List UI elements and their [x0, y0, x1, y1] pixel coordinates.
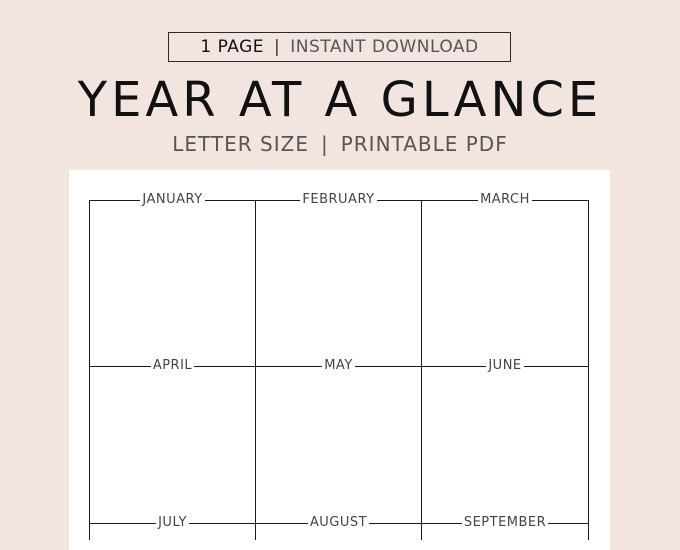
month-label: MARCH — [480, 192, 530, 207]
month-label: SEPTEMBER — [463, 515, 547, 530]
subtitle — [0, 132, 680, 156]
month-label: MAY — [324, 358, 353, 373]
page-count-label: 1 PAGE — [200, 37, 264, 57]
month-cell-march — [421, 192, 589, 368]
month-label: APRIL — [152, 358, 193, 373]
month-cell-august — [255, 515, 422, 540]
size-label: LETTER SIZE — [172, 132, 309, 156]
month-label: JANUARY — [142, 192, 203, 207]
month-cell-february — [255, 192, 422, 368]
month-cell-june — [421, 358, 589, 524]
month-cell-april — [89, 358, 256, 524]
month-label: JUNE — [488, 358, 522, 373]
month-label: FEBRUARY — [302, 192, 375, 207]
month-cell-may — [255, 358, 422, 524]
month-cell-july — [89, 515, 256, 540]
subtitle-separator: | — [320, 132, 329, 156]
month-label: AUGUST — [309, 515, 368, 530]
product-badge — [168, 32, 511, 62]
month-cell-september — [421, 515, 589, 540]
download-label: INSTANT DOWNLOAD — [290, 37, 479, 57]
month-grid — [89, 192, 589, 540]
month-cell-january — [89, 192, 256, 368]
badge-separator: | — [274, 37, 281, 57]
month-label: JULY — [158, 515, 187, 530]
page-title: YEAR AT A GLANCE — [77, 72, 603, 128]
format-label: PRINTABLE PDF — [340, 132, 508, 156]
